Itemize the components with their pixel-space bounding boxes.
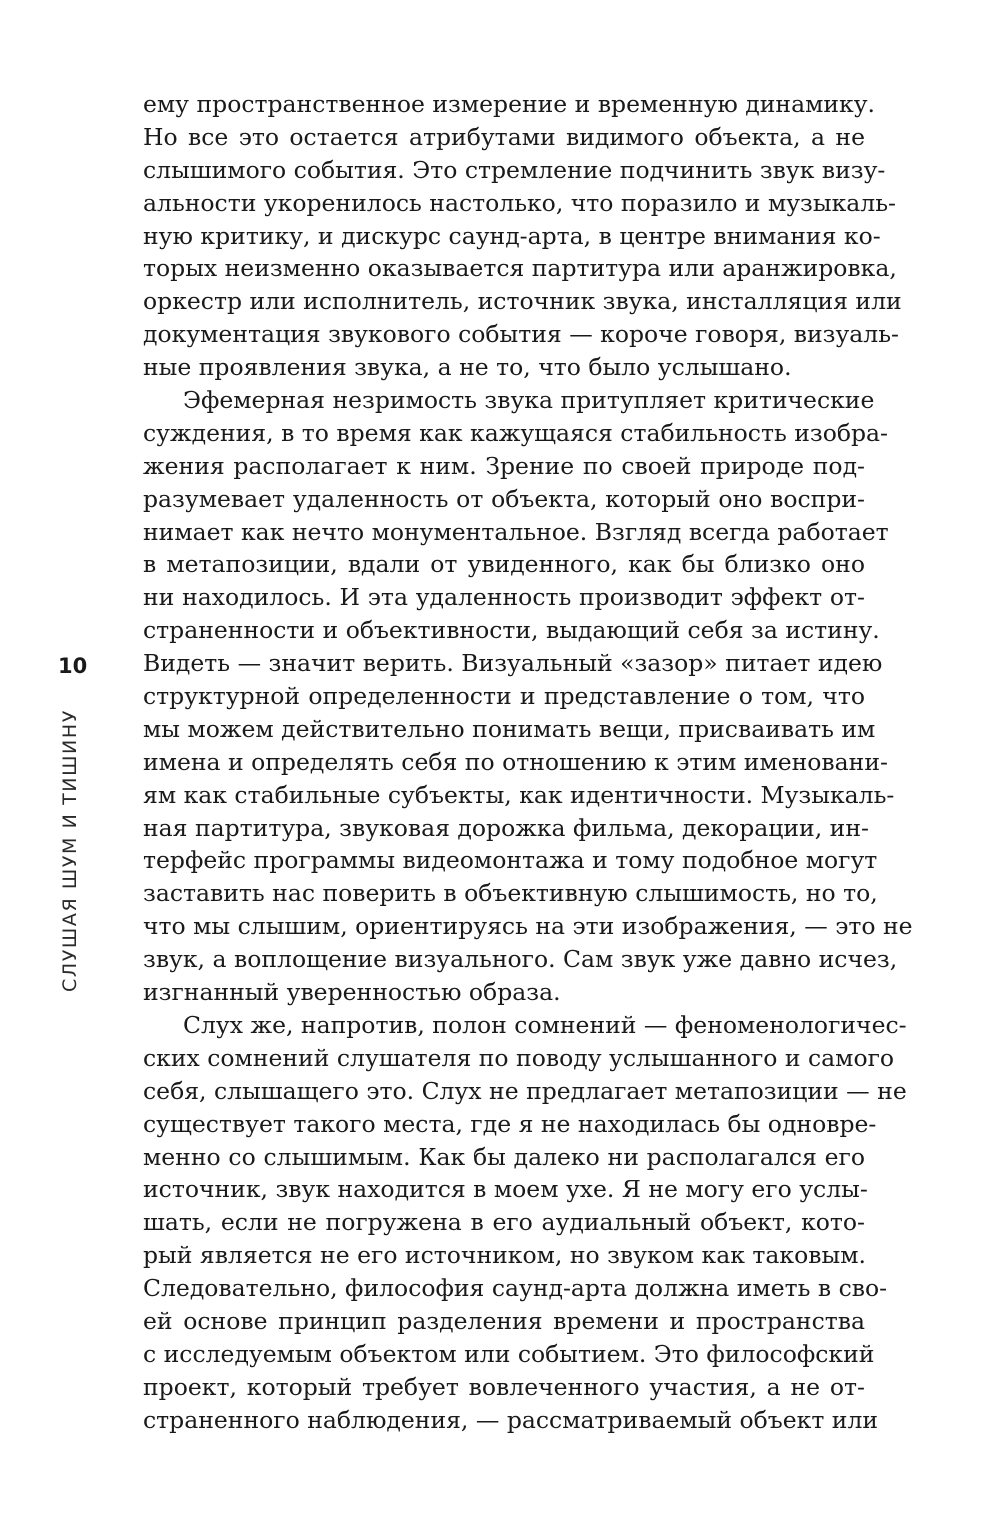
text-line: проект, который требует вовлеченного участия, а не от- xyxy=(143,1372,865,1401)
text-line: заставить нас поверить в объективную слышимость, но то, xyxy=(143,879,878,908)
text-line: ям как стабильные субъекты, как идентичности. Музыкаль- xyxy=(143,780,895,809)
text-line: ему пространственное измерение и временную динамику. xyxy=(143,90,875,118)
text-line: источник, звук находится в моем ухе. Я не могу его услы- xyxy=(143,1175,868,1204)
running-head: СЛУШАЯ ШУМ И ТИШИНУ xyxy=(59,709,81,992)
text-line: Слух же, напротив, полон сомнений — феноменологичес- xyxy=(183,1010,907,1039)
text-line: суждения, в то время как кажущаяся стабильность изобра- xyxy=(143,418,889,447)
text-line: существует такого места, где я не находилась бы одновре- xyxy=(143,1109,877,1138)
text-line: изгнанный уверенностью образа. xyxy=(143,978,561,1007)
text-line: терфейс программы видеомонтажа и тому подобное могут xyxy=(143,846,878,875)
text-line: ских сомнений слушателя по поводу услышанного и самого xyxy=(143,1043,895,1072)
text-line: Следовательно, философия саунд-арта должна иметь в сво- xyxy=(143,1274,888,1303)
text-line: альности укоренилось настолько, что поразило и музыкаль- xyxy=(143,188,896,217)
text-line: шать, если не погружена в его аудиальный объект, кото- xyxy=(143,1208,865,1237)
text-line: Эфемерная незримость звука притупляет критические xyxy=(183,386,875,415)
text-line: страненного наблюдения, — рассматриваемый объект или xyxy=(143,1405,879,1434)
text-line: менно со слышимым. Как бы далеко ни располагался его xyxy=(143,1142,865,1171)
text-line: слышимого события. Это стремление подчинить звук визу- xyxy=(143,155,886,184)
text-line: нимает как нечто монументальное. Взгляд всегда работает xyxy=(143,517,889,546)
text-line: Видеть — значит верить. Визуальный «зазор» питает идею xyxy=(143,649,883,678)
text-line: с исследуемым объектом или событием. Это философский xyxy=(143,1339,875,1368)
text-line: мы можем действительно понимать вещи, присваивать им xyxy=(143,714,876,743)
text-line: торых неизменно оказывается партитура или аранжировка, xyxy=(143,254,897,283)
text-line: ей основе принцип разделения времени и пространства xyxy=(143,1306,865,1335)
text-line: Но все это остается атрибутами видимого объекта, а не xyxy=(143,122,865,151)
text-line: структурной определенности и представление о том, что xyxy=(143,682,865,711)
text-line: ни находилось. И эта удаленность производит эффект от- xyxy=(143,583,865,612)
text-line: документация звукового события — короче говоря, визуаль- xyxy=(143,320,899,349)
text-line: имена и определять себя по отношению к этим именовани- xyxy=(143,747,888,776)
text-line: что мы слышим, ориентируясь на эти изображения, — это не xyxy=(143,912,913,941)
text-line: в метапозиции, вдали от увиденного, как бы близко оно xyxy=(143,550,865,579)
page-number: 10 xyxy=(58,654,88,678)
text-line: ные проявления звука, а не то, что было услышано. xyxy=(143,353,792,382)
text-line: оркестр или исполнитель, источник звука, инсталляция или xyxy=(143,287,902,316)
text-line: разумевает удаленность от объекта, который оно воспри- xyxy=(143,484,865,513)
text-line: жения располагает к ним. Зрение по своей природе под- xyxy=(143,451,865,480)
text-line: ная партитура, звуковая дорожка фильма, декорации, ин- xyxy=(143,813,869,842)
text-line: страненности и объективности, выдающий себя за истину. xyxy=(143,616,880,645)
text-line: рый является не его источником, но звуком как таковым. xyxy=(143,1241,866,1270)
text-line: себя, слышащего это. Слух не предлагает метапозиции — не xyxy=(143,1076,907,1105)
body-text xyxy=(143,88,913,1437)
text-line: звук, а воплощение визуального. Сам звук уже давно исчез, xyxy=(143,945,898,974)
text-line: ную критику, и дискурс саунд-арта, в центре внимания ко- xyxy=(143,221,881,250)
